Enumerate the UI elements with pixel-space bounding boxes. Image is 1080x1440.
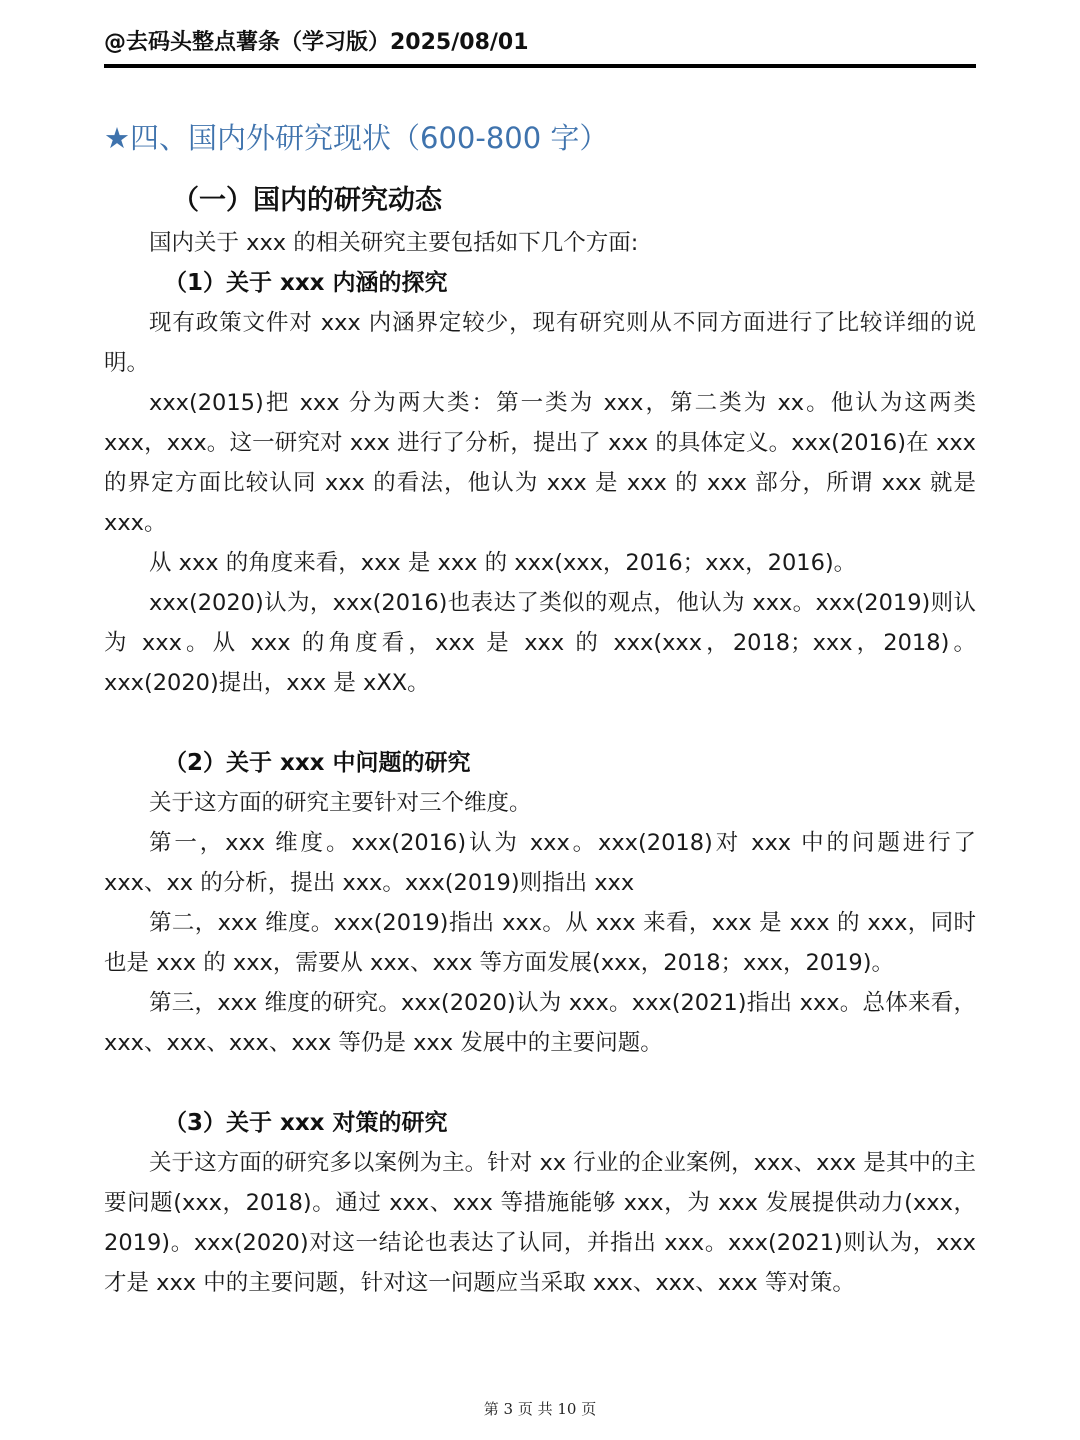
paragraph: 第一，xxx 维度。xxx(2016)认为 xxx。xxx(2018)对 xxx 中的问题进行了 xxx、xx 的分析，提出 xxx。xxx(2019)则指出 xxx <box>104 830 976 896</box>
blank-line <box>104 703 976 743</box>
paragraph: xxx(2015)把 xxx 分为两大类：第一类为 xxx，第二类为 xx。他认为这两类 xxx，xxx。这一研究对 xxx 进行了分析，提出了 xxx 的具体定义。xxx(2016)在 xxx 的界定方面比较认同 xxx 的看法，他认为 xxx 是 xxx 的 xxx 部分，所谓 xxx 就是 xxx。 <box>104 390 976 536</box>
paragraph: 第三，xxx 维度的研究。xxx(2020)认为 xxx。xxx(2021)指出 xxx。总体来看，xxx、xxx、xxx、xxx 等仍是 xxx 发展中的主要问题。 <box>104 990 976 1056</box>
header-text: @去码头整点薯条（学习版）2025/08/01 <box>104 30 529 55</box>
item-1-title: （1）关于 xxx 内涵的探究 <box>164 270 448 296</box>
item-2-title: （2）关于 xxx 中问题的研究 <box>164 750 471 776</box>
paragraph: xxx(2020)认为，xxx(2016)也表达了类似的观点，他认为 xxx。xxx(2019)则认为 xxx。从 xxx 的角度看，xxx 是 xxx 的 xxx(xxx，2018；xxx，2018)。xxx(2020)提出，xxx 是 xXX。 <box>104 590 976 696</box>
item-3-title: （3）关于 xxx 对策的研究 <box>164 1110 448 1136</box>
document-body <box>104 222 976 1303</box>
page-header <box>104 28 976 68</box>
paragraph: 关于这方面的研究多以案例为主。针对 xx 行业的企业案例，xxx、xxx 是其中的主要问题(xxx，2018)。通过 xxx、xxx 等措施能够 xxx，为 xxx 发展提供动力(xxx，2019)。xxx(2020)对这一结论也表达了认同，并指出 xxx。xxx(2021)则认为，xxx 才是 xxx 中的主要问题，针对这一问题应当采取 xxx、xxx、xxx 等对策。 <box>104 1150 976 1296</box>
blank-line <box>104 1063 976 1103</box>
paragraph: 关于这方面的研究主要针对三个维度。 <box>149 790 532 816</box>
paragraph: 从 xxx 的角度来看，xxx 是 xxx 的 xxx(xxx，2016；xxx，2016)。 <box>149 550 857 576</box>
subsection-title: （一）国内的研究动态 <box>172 185 442 216</box>
page-number: 第 3 页 共 10 页 <box>483 1400 597 1418</box>
section-heading: ★四、国内外研究现状（600-800 字） <box>104 121 609 155</box>
paragraph: 第二，xxx 维度。xxx(2019)指出 xxx。从 xxx 来看，xxx 是 xxx 的 xxx，同时也是 xxx 的 xxx，需要从 xxx、xxx 等方面发展(xxx，2018；xxx，2019)。 <box>104 910 976 976</box>
paragraph: 现有政策文件对 xxx 内涵界定较少，现有研究则从不同方面进行了比较详细的说明。 <box>104 310 976 376</box>
intro-paragraph: 国内关于 xxx 的相关研究主要包括如下几个方面: <box>149 230 639 256</box>
